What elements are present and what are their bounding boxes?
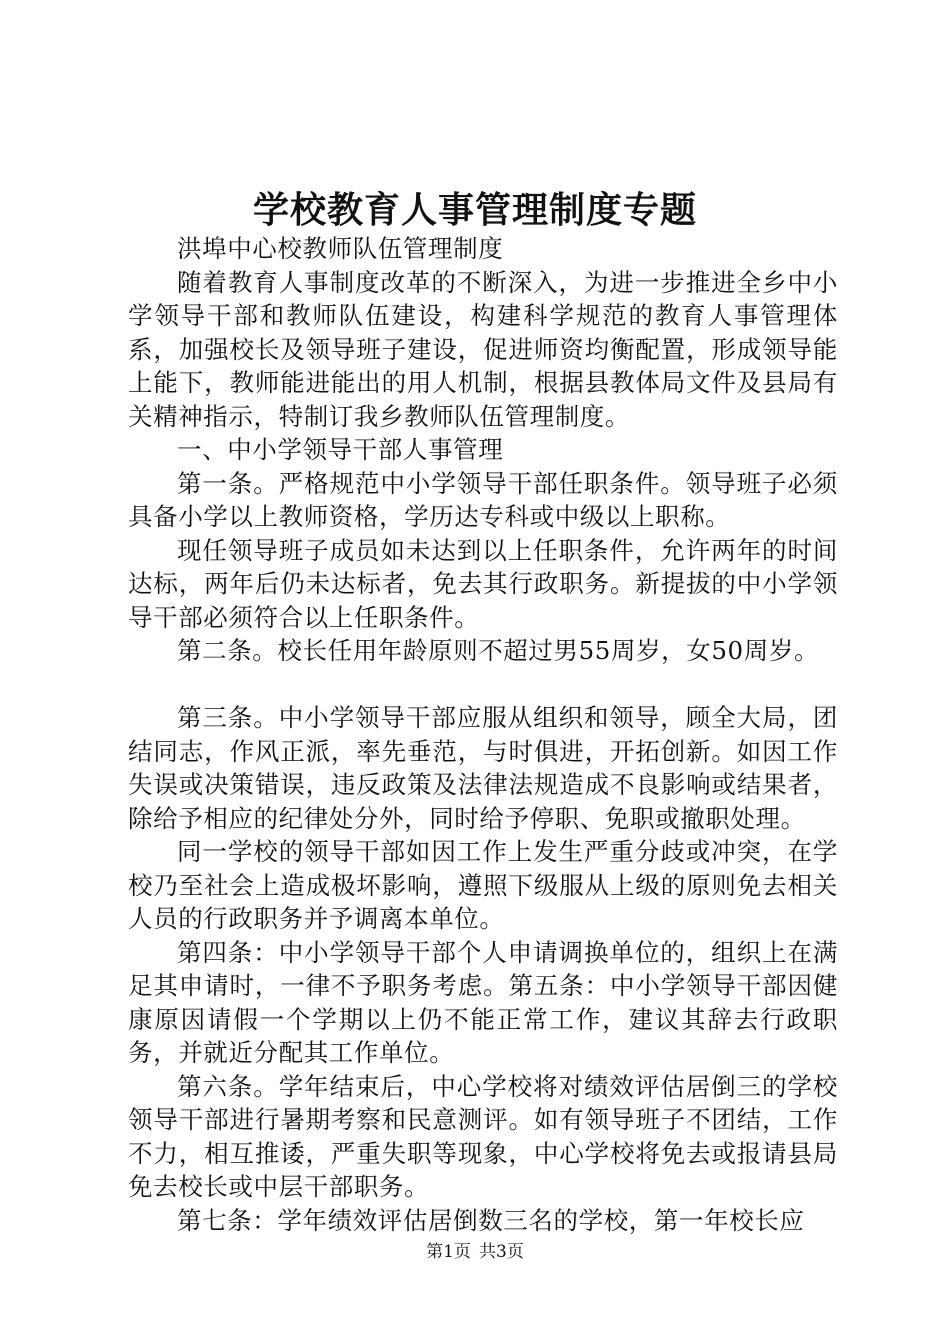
paragraph-article-3-note: 同一学校的领导干部如因工作上发生严重分歧或冲突，在学校乃至社会上造成极坏影响，遵照下级服从上级的原则免去相关人员的行政职务并予调离本单位。 [128, 837, 838, 933]
page-number: 第1页 [426, 1242, 471, 1262]
paragraph-article-1-note: 现任领导班子成员如未达到以上任职条件，允许两年的时间达标，两年后仍未达标者，免去其行政职务。新提拔的中小学领导干部必须符合以上任职条件。 [128, 535, 838, 632]
paragraph-article-2: 第二条。校长任用年龄原则不超过男55周岁，女50周岁。 [177, 636, 820, 665]
paragraph-article-4-5: 第四条：中小学领导干部个人申请调换单位的，组织上在满足其申请时，一律不予职务考虑。第五条：中小学领导干部因健康原因请假一个学期以上仍不能正常工作，建议其辞去行政职务，并就近分配其工作单位。 [128, 937, 838, 1067]
document-title: 学校教育人事管理制度专题 [252, 189, 697, 231]
paragraph-article-1: 第一条。严格规范中小学领导干部任职条件。领导班子必须具备小学以上教师资格，学历达专科或中级以上职称。 [128, 468, 838, 531]
paragraph-article-6: 第六条。学年结束后，中心学校将对绩效评估居倒三的学校领导干部进行暑期考察和民意测评。如有领导班子不团结，工作不力，相互推诿，严重失职等现象，中心学校将免去或报请县局免去校长或中层干部职务。 [128, 1071, 838, 1201]
paragraph-article-3: 第三条。中小学领导干部应服从组织和领导，顾全大局，团结同志，作风正派，率先垂范，与时俱进，开拓创新。如因工作失误或决策错误，违反政策及法律法规造成不良影响或结果者，除给予相应的纪律处分外，同时给予停职、免职或撤职处理。 [128, 703, 838, 833]
paragraph-intro: 随着教育人事制度改革的不断深入，为进一步推进全乡中小学领导干部和教师队伍建设，构建科学规范的教育人事管理体系，加强校长及领导班子建设，促进师资均衡配置，形成领导能上能下，教师能进能出的用人机制，根据县教体局文件及县局有关精神指示，特制订我乡教师队伍管理制度。 [128, 267, 838, 431]
page-total: 共3页 [479, 1242, 524, 1262]
page-footer [0, 1240, 950, 1264]
document-body [128, 232, 838, 1237]
paragraph-subtitle: 洪埠中心校教师队伍管理制度 [177, 234, 504, 263]
paragraph-article-7: 第七条：学年绩效评估居倒数三名的学校，第一年校长应 [177, 1205, 805, 1235]
section-heading: 一、中小学领导干部人事管理 [177, 435, 504, 464]
